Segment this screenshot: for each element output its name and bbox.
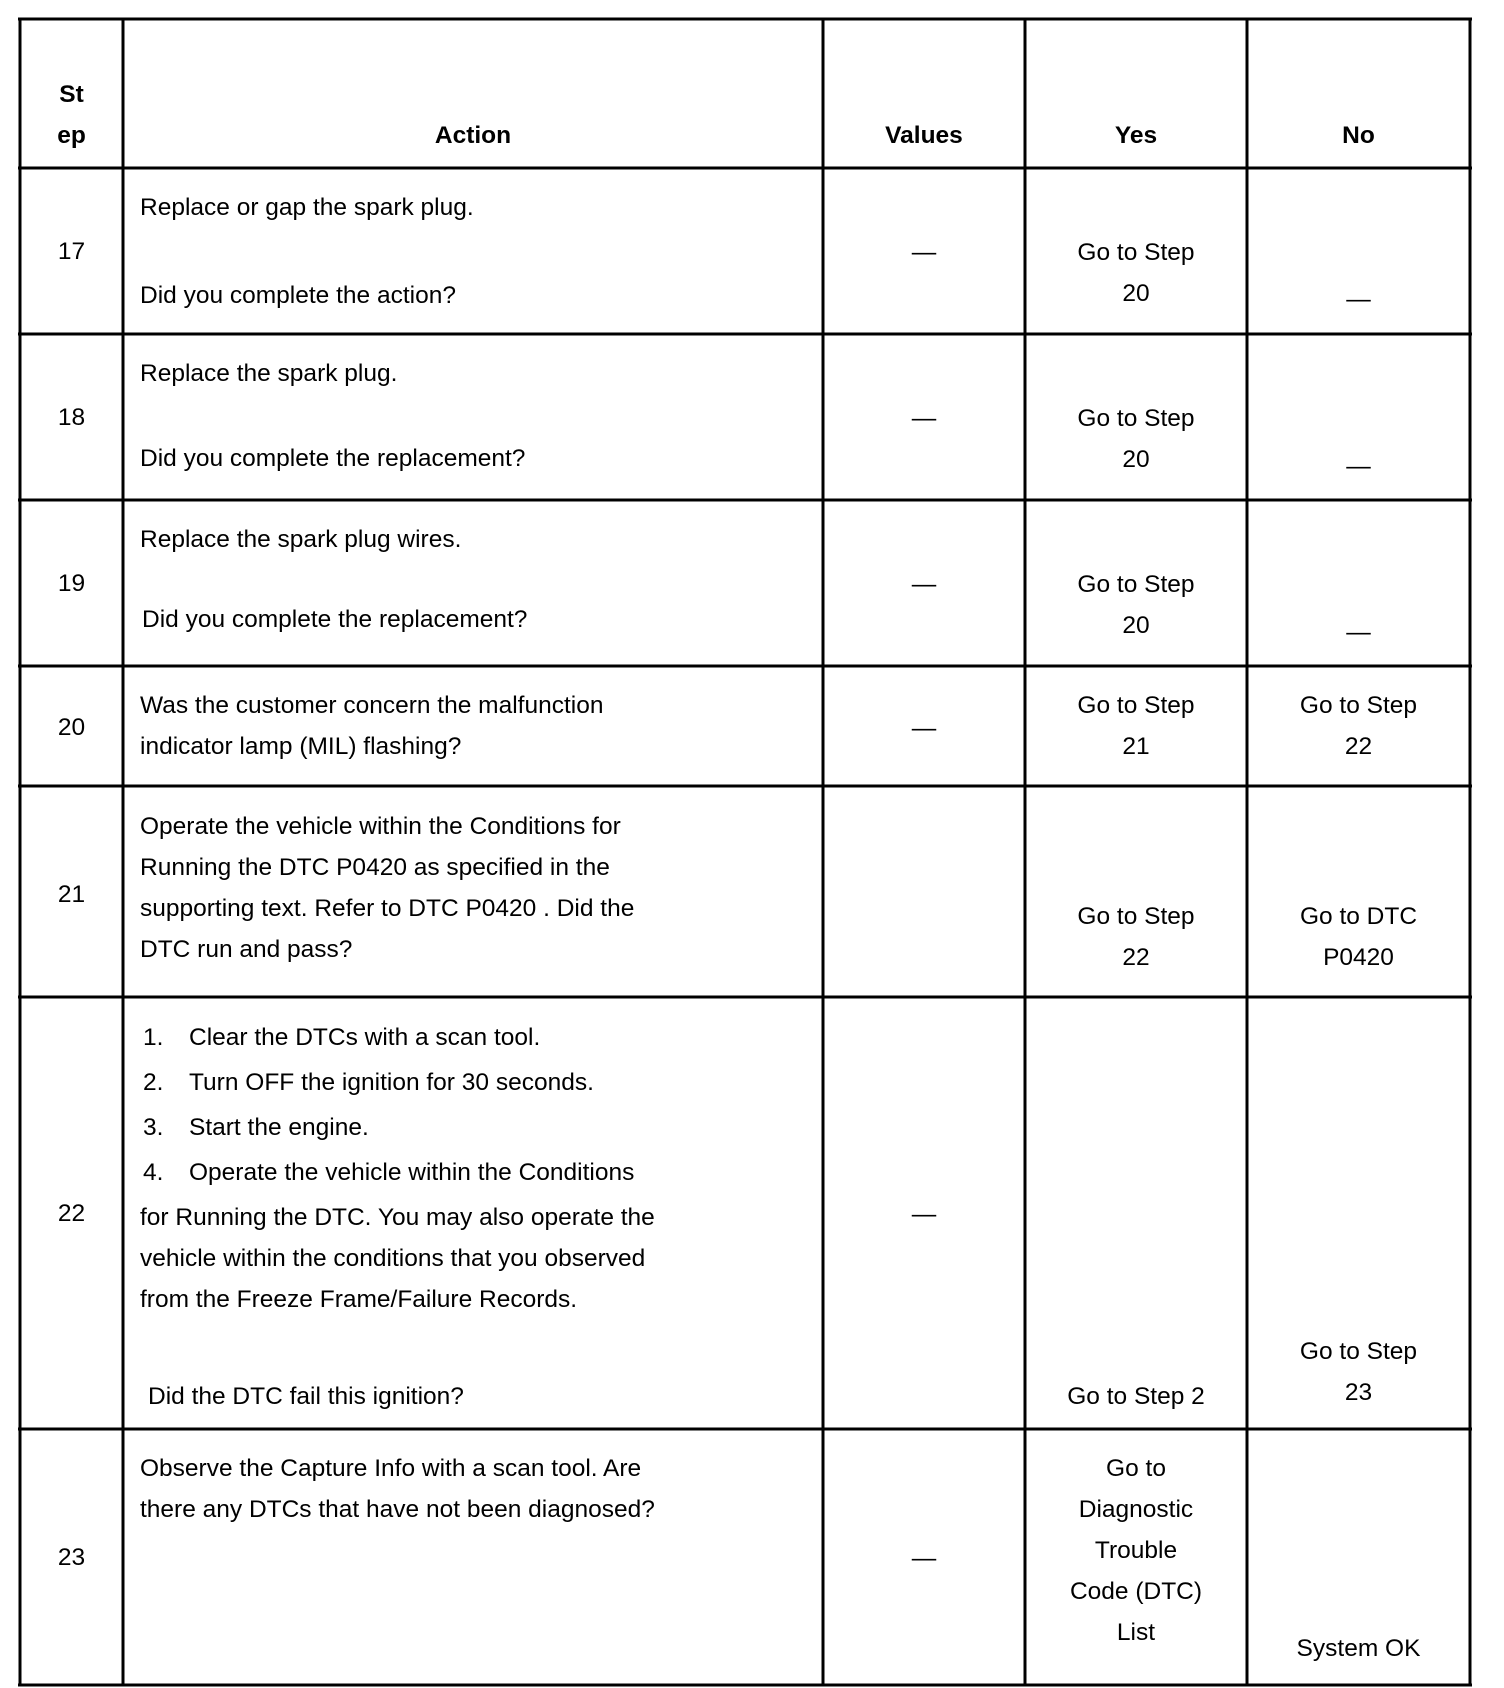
no-cell: [1247, 1331, 1470, 1413]
action-line: supporting text. Refer to DTC P0420 . Did the: [140, 895, 635, 922]
list-number: 4.: [143, 1159, 164, 1186]
yes-line: 20: [1122, 280, 1150, 307]
step-number: 19: [57, 570, 86, 597]
values-cell: —: [911, 1545, 937, 1572]
yes-cell: [1025, 685, 1247, 767]
no-cell: [1247, 685, 1470, 767]
yes-line: Go to Step: [1077, 239, 1195, 266]
yes-line: Go to Step: [1077, 405, 1195, 432]
yes-line: 21: [1122, 733, 1150, 760]
step-number: 22: [57, 1200, 86, 1227]
yes-line: 20: [1122, 446, 1150, 473]
values-cell: —: [911, 571, 937, 598]
action-line: Was the customer concern the malfunction: [140, 692, 604, 719]
action-line: DTC run and pass?: [140, 936, 353, 963]
yes-cell: [1025, 564, 1247, 646]
list-number: 3.: [143, 1114, 164, 1141]
action-line: indicator lamp (MIL) flashing?: [140, 733, 462, 760]
step-number: 23: [57, 1544, 86, 1571]
action-text: [140, 806, 634, 970]
values-cell: —: [911, 715, 937, 742]
action-question: Did you complete the replacement?: [140, 445, 526, 472]
header-no: No: [1342, 122, 1375, 149]
yes-cell: [1025, 398, 1247, 480]
step-number: 21: [57, 881, 86, 908]
no-line: 23: [1344, 1379, 1373, 1406]
yes-line: 20: [1122, 612, 1150, 639]
list-number: 2.: [143, 1069, 164, 1096]
action-text: Replace the spark plug.: [140, 360, 398, 387]
yes-line: Code (DTC): [1069, 1578, 1203, 1605]
no-line: 22: [1344, 733, 1373, 760]
list-item-text: Turn OFF the ignition for 30 seconds.: [189, 1069, 594, 1096]
list-item-text: Start the engine.: [189, 1114, 369, 1141]
no-line: P0420: [1323, 944, 1394, 971]
yes-line: List: [1116, 1619, 1156, 1646]
action-line: for Running the DTC. You may also operate the: [140, 1204, 655, 1231]
header-step-line2: ep: [57, 122, 86, 149]
yes-cell: [1025, 896, 1247, 978]
header-step-line1: St: [59, 81, 84, 108]
action-question: Did the DTC fail this ignition?: [148, 1383, 464, 1410]
no-cell: —: [1346, 286, 1371, 313]
action-question: Did you complete the replacement?: [142, 606, 528, 633]
step-number: 18: [57, 404, 86, 431]
yes-line: Diagnostic: [1078, 1496, 1194, 1523]
action-line: from the Freeze Frame/Failure Records.: [140, 1286, 578, 1313]
list-item-text: Operate the vehicle within the Conditions: [189, 1159, 635, 1186]
yes-line: Go to Step: [1077, 903, 1195, 930]
action-question: Did you complete the action?: [140, 282, 456, 309]
no-cell: [1247, 896, 1470, 978]
values-cell: —: [911, 239, 937, 266]
yes-line: Trouble: [1094, 1537, 1178, 1564]
action-text: [140, 1197, 655, 1320]
no-line: Go to DTC: [1299, 903, 1418, 930]
action-line: Operate the vehicle within the Conditions for: [140, 813, 621, 840]
no-line: Go to Step: [1299, 1338, 1418, 1365]
list-number: 1.: [143, 1024, 164, 1051]
yes-line: Go to: [1106, 1455, 1166, 1482]
action-text: [140, 1448, 655, 1530]
yes-line: 22: [1122, 944, 1150, 971]
list-item-text: Clear the DTCs with a scan tool.: [189, 1024, 541, 1051]
yes-cell: [1025, 232, 1247, 314]
header-action: Action: [434, 122, 512, 149]
yes-cell: [1025, 1448, 1247, 1653]
action-line: Observe the Capture Info with a scan tool. Are: [140, 1455, 642, 1482]
no-cell: —: [1346, 619, 1371, 646]
no-line: Go to Step: [1299, 692, 1418, 719]
values-cell: —: [911, 405, 937, 432]
yes-line: Go to Step: [1077, 571, 1195, 598]
header-yes: Yes: [1114, 122, 1158, 149]
header-values: Values: [885, 122, 963, 149]
action-text: [140, 685, 603, 767]
no-cell: —: [1346, 453, 1371, 480]
step-number: 20: [57, 714, 86, 741]
step-number: 17: [57, 238, 86, 265]
values-cell: —: [911, 1201, 937, 1228]
action-line: Running the DTC P0420 as specified in the: [140, 854, 610, 881]
no-cell: System OK: [1296, 1635, 1421, 1662]
action-line: there any DTCs that have not been diagnosed?: [140, 1496, 655, 1523]
action-line: vehicle within the conditions that you observed: [140, 1245, 646, 1272]
action-text: Replace or gap the spark plug.: [140, 194, 474, 221]
action-text: Replace the spark plug wires.: [140, 526, 462, 553]
header-step: [20, 74, 123, 156]
yes-cell: Go to Step 2: [1067, 1383, 1205, 1410]
yes-line: Go to Step: [1077, 692, 1195, 719]
